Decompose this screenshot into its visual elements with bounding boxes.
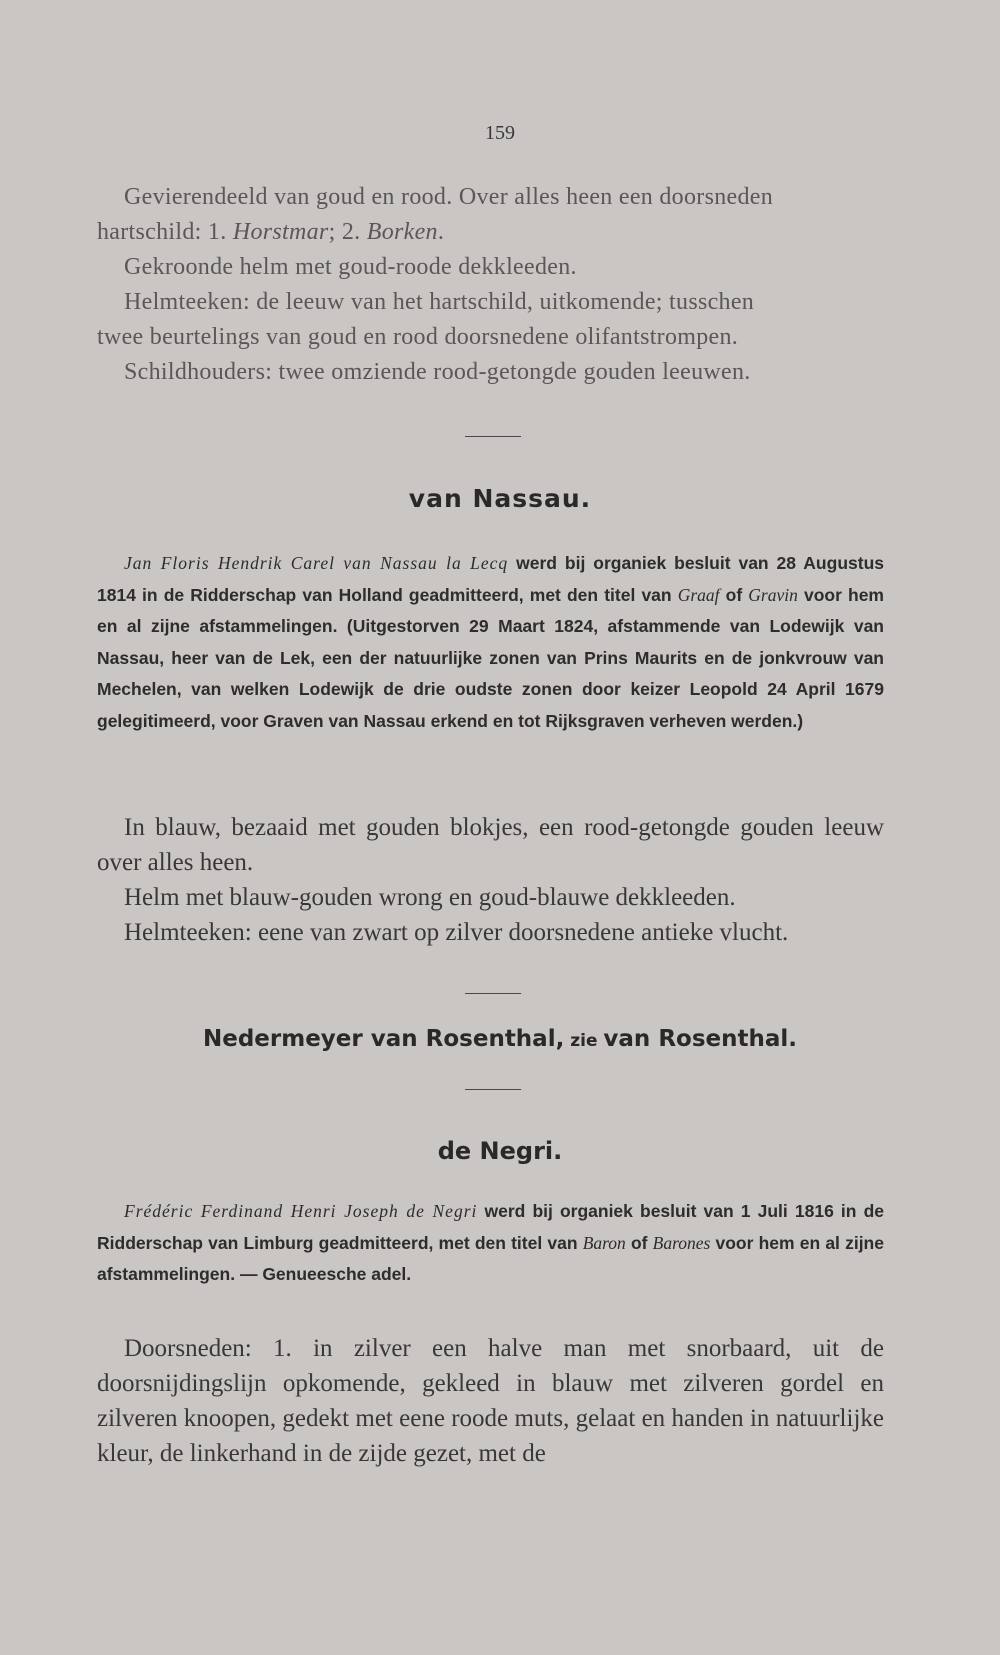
- nassau-paragraph: Jan Floris Hendrik Carel van Nassau la Lecq werd bij organiek besluit van 28 Augustus 1814 in de Ridderschap van Holland geadmitteerd, met den titel van Graaf of Gravin voor hem en al zijne afstammelingen. (Uitgestorven 29 Maart 1824, afstammende van Lodewijk van Nassau, heer van de Lek, een der natuurlijke zonen van Prins Maurits en de jonkvrouw van Mechelen, van welken Lodewijk de drie oudste zonen door keizer Leopold 24 April 1679 gelegitimeerd, voor Graven van Nassau erkend en tot Rijksgraven verheven werden.): [97, 553, 884, 731]
- section-heading-negri: de Negri.: [437, 1137, 563, 1165]
- arms-line: Helmteeken: de leeuw van het hartschild, uitkomende; tusschen: [124, 289, 755, 315]
- section-heading-nedermeyer: Nedermeyer van Rosenthal, zie van Rosenthal.: [202, 1026, 798, 1052]
- arms-line: twee beurtelings van goud en rood doorsnedene olifantstrompen.: [97, 324, 739, 350]
- arms-line: hartschild: 1. Horstmar; 2. Borken.: [97, 219, 445, 245]
- arms-line: Gevierendeeld van goud en rood. Over alles heen een doorsneden: [124, 184, 774, 210]
- section-divider: [465, 1089, 521, 1090]
- nassau-arms-1: In blauw, bezaaid met gouden blokjes, een rood-getongde gouden leeuw over alles heen.: [97, 814, 884, 876]
- page-number: 159: [485, 122, 515, 144]
- negri-paragraph: Frédéric Ferdinand Henri Joseph de Negri werd bij organiek besluit van 1 Juli 1816 in de Ridderschap van Limburg geadmitteerd, met den titel van Baron of Barones voor hem en al zijne afstammelingen. — Genueesche adel.: [97, 1201, 884, 1284]
- nassau-arms-3: Helmteeken: eene van zwart op zilver doorsnedene antieke vlucht.: [124, 919, 789, 946]
- person-name: Jan Floris Hendrik Carel van Nassau la Lecq: [124, 553, 509, 573]
- negri-arms: Doorsneden: 1. in zilver een halve man met snorbaard, uit de doorsnijdingslijn opkomende, gekleed in blauw met zilveren gordel en zilveren knoopen, gedekt met eene roode muts, gelaat en handen in natuurlijke kleur, de linkerhand in de zijde gezet, met de: [97, 1335, 884, 1467]
- arms-line: Gekroonde helm met goud-roode dekkleeden.: [124, 254, 577, 280]
- section-heading-nassau: van Nassau.: [408, 484, 592, 513]
- person-name: Frédéric Ferdinand Henri Joseph de Negri: [124, 1201, 478, 1221]
- section-divider: [465, 993, 521, 994]
- nassau-arms-2: Helm met blauw-gouden wrong en goud-blauwe dekkleeden.: [124, 884, 736, 911]
- arms-description-block: [97, 180, 884, 390]
- arms-line: Schildhouders: twee omziende rood-getongde gouden leeuwen.: [124, 359, 751, 385]
- section-divider: [465, 436, 521, 437]
